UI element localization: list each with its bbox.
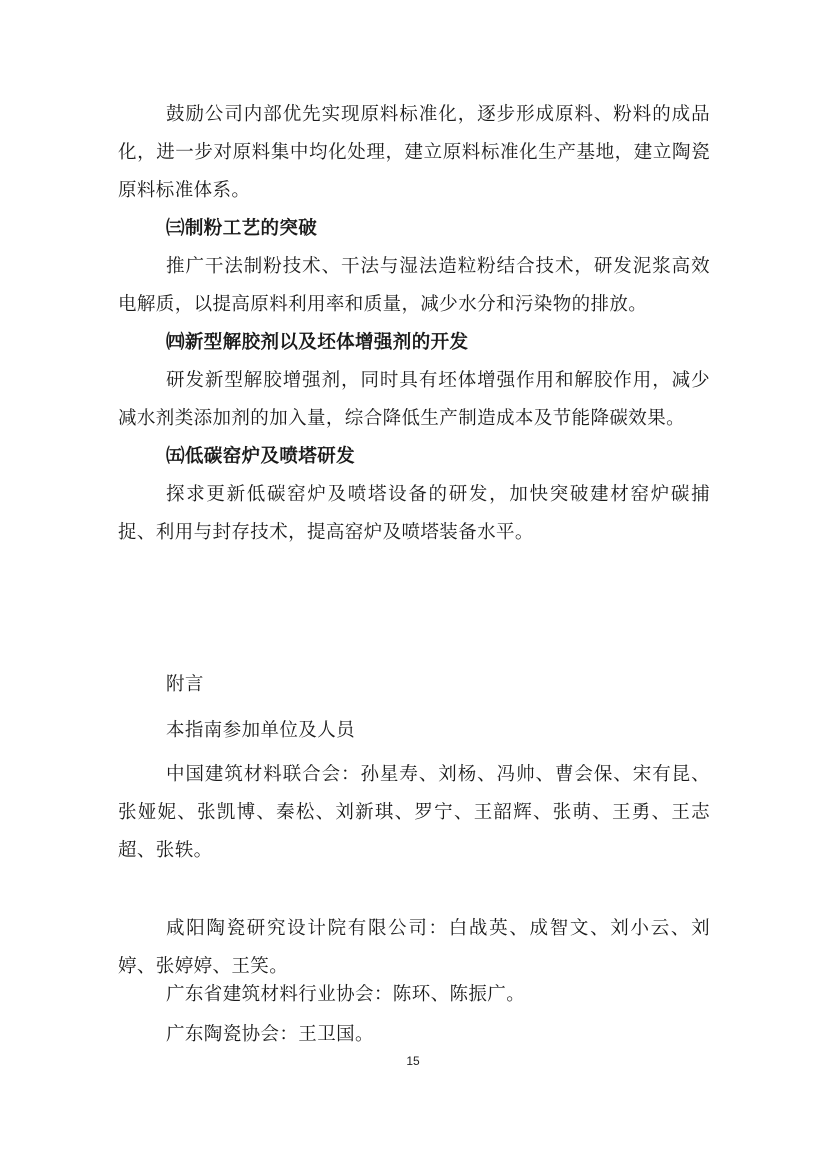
appendix-subtitle: 本指南参加单位及人员 (166, 720, 356, 741)
paragraph-deflocculant: 研发新型解胶增强剂，同时具有坯体增强作用和解胶作用，减少减水剂类添加剂的加入量，综合降低生产制造成本及节能降碳效果。 (118, 370, 710, 429)
section-heading-powder-process: ㈢制粉工艺的突破 (166, 218, 318, 239)
paragraph-low-carbon-kiln: 探求更新低碳窑炉及喷塔设备的研发，加快突破建材窑炉碳捕捉、利用与封存技术，提高窑炉及喷塔装备水平。 (118, 484, 710, 543)
section-heading-deflocculant: ㈣新型解胶剂以及坯体增强剂的开发 (166, 332, 469, 353)
appendix-participants-xianyang: 咸阳陶瓷研究设计院有限公司：白战英、成智文、刘小云、刘婷、张婷婷、王笑。 (118, 918, 710, 977)
appendix-participants-guangdong-ceramics: 广东陶瓷协会：王卫国。 (166, 1024, 374, 1045)
section-heading-low-carbon-kiln: ㈤低碳窑炉及喷塔研发 (166, 446, 356, 467)
appendix-participants-guangdong-building-materials: 广东省建筑材料行业协会：陈环、陈振广。 (166, 984, 526, 1005)
paragraph-raw-material-standardization: 鼓励公司内部优先实现原料标准化，逐步形成原料、粉料的成品化，进一步对原料集中均化处理，建立原料标准化生产基地，建立陶瓷原料标准体系。 (118, 104, 710, 201)
appendix-title: 附言 (166, 674, 204, 695)
paragraph-powder-process: 推广干法制粉技术、干法与湿法造粒粉结合技术，研发泥浆高效电解质，以提高原料利用率和质量，减少水分和污染物的排放。 (118, 256, 710, 315)
page-number: 15 (406, 1054, 420, 1068)
appendix-participants-cbmf: 中国建筑材料联合会：孙星寿、刘杨、冯帅、曹会保、宋有昆、张娅妮、张凯博、秦松、刘新琪、罗宁、王韶辉、张萌、王勇、王志超、张轶。 (118, 764, 710, 861)
